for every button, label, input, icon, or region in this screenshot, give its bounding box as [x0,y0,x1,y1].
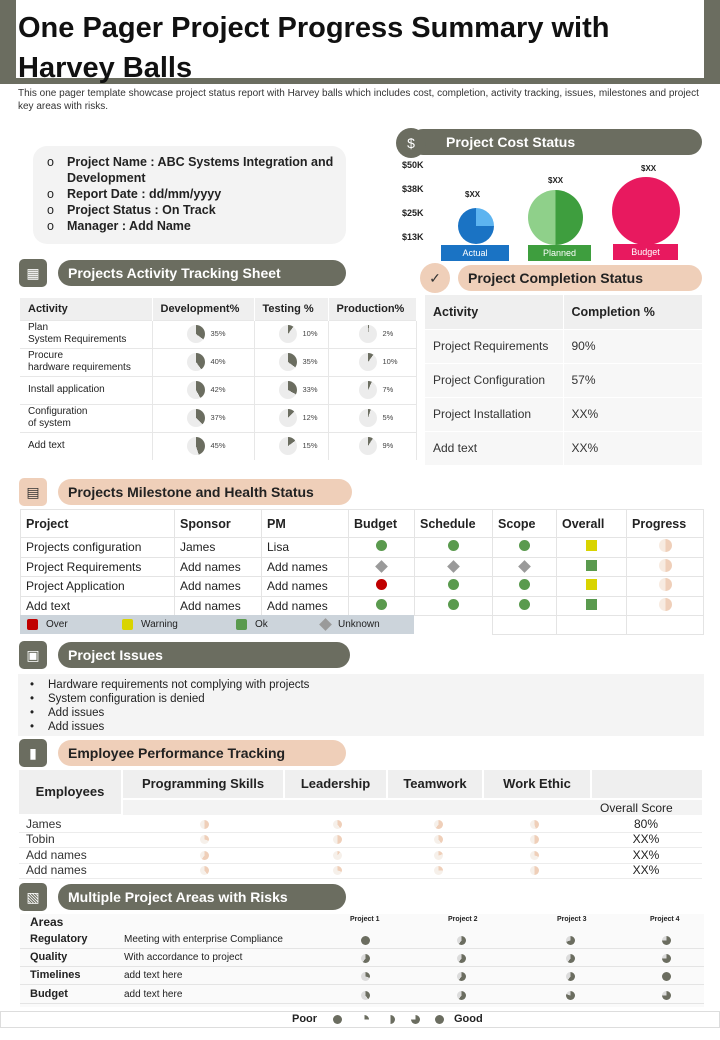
milestone-scope-status [493,538,557,558]
milestone-col-header: Project [21,510,175,538]
planned-cost-ball [528,190,583,245]
progress-harvey-ball [659,578,672,591]
scale-poor-label: Poor [292,1013,318,1025]
info-manager: o Manager : Add Name [47,218,343,234]
area-harvey-ball [361,954,370,963]
status-unknown-indicator [375,560,388,573]
completion-table [425,295,703,465]
milestone-sponsor: Add names [175,557,262,577]
employee-col-header: Teamwork [388,770,482,798]
harvey-ball [187,353,205,371]
harvey-ball-scale [0,1011,720,1028]
milestone-project: Project Requirements [21,557,175,577]
employee-score: XX% [632,848,660,862]
milestone-row [21,557,704,577]
status-ok-indicator [519,540,530,551]
milestone-row [21,577,704,597]
activity-col-header: Production% [328,298,417,320]
harvey-ball [187,409,205,427]
scale-ball-empty [333,1015,342,1024]
area-label: Quality [30,951,68,963]
overall-score-label: Overall Score [600,801,673,815]
milestone-overall-status [557,596,627,616]
status-ok-indicator [448,579,459,590]
employee-harvey-ball [200,835,209,844]
milestone-budget-status [349,557,415,577]
employee-harvey-ball [434,851,443,860]
milestone-progress [627,557,704,577]
activity-row [20,404,417,432]
activity-heading: Projects Activity Tracking Sheet [58,260,346,286]
employee-harvey-ball [200,820,209,829]
status-ok-indicator [448,599,459,610]
activity-name: Add text [20,432,152,460]
area-row-divider [20,948,704,949]
activity-col-header: Activity [20,298,152,320]
cost-y-label: $25K [402,208,424,218]
milestone-pm: Add names [262,577,349,597]
completion-activity: Project Configuration [425,363,563,397]
harvey-ball-value: 15% [302,441,318,451]
page-subtitle: This one pager template showcase project status report with Harvey balls which includes cost, completion, activity tracking, issues, milestones and project key areas with risks. [18,88,699,112]
status-ok-indicator [586,599,597,610]
harvey-ball-value: 45% [210,441,226,451]
harvey-ball [187,381,205,399]
harvey-ball [187,437,205,455]
project-col-header: Project 4 [650,916,680,923]
harvey-ball-value: 5% [382,413,394,422]
area-label: Timelines [30,969,81,981]
activity-name: Plan System Requirements [20,320,152,348]
activity-icon: ▦ [19,259,47,287]
milestone-scope-status [493,596,557,616]
project-col-header: Project 1 [350,916,380,923]
activity-dev-cell [152,320,254,348]
project-info-box [33,146,346,244]
milestone-progress [627,596,704,616]
status-warning-indicator [586,540,597,551]
activity-test-cell [254,404,328,432]
activity-col-header: Testing % [254,298,328,320]
harvey-ball [279,437,297,455]
completion-activity: Project Requirements [425,329,563,363]
employee-score: XX% [632,832,660,846]
activity-table [20,298,417,460]
milestone-row [21,596,704,616]
legend-over-swatch [27,619,38,630]
harvey-ball-value: 12% [302,413,318,422]
harvey-ball-value: 9% [382,441,394,451]
harvey-ball-value: 10% [382,357,398,366]
milestone-col-header: Schedule [415,510,493,538]
activity-row [20,432,417,460]
chart-report-icon: ▤ [19,478,47,506]
milestone-project: Projects configuration [21,538,175,558]
status-ok-indicator [519,579,530,590]
harvey-ball-value: 40% [210,357,226,366]
issues-box [18,674,704,736]
employee-row-divider [19,878,702,879]
milestone-sponsor: Add names [175,577,262,597]
issue-item: • Add issues [30,720,704,734]
harvey-ball-value: 2% [382,329,394,338]
milestone-budget-status [349,577,415,597]
milestone-pm: Add names [262,596,349,616]
info-project-name: o Project Name : ABC Systems Integration and Development [47,154,343,186]
employee-harvey-ball [333,851,342,860]
harvey-ball [279,381,297,399]
activity-prod-cell [328,404,417,432]
harvey-ball [359,381,377,399]
planned-caption: Planned [528,245,591,261]
employee-harvey-ball [434,820,443,829]
milestone-col-header: Scope [493,510,557,538]
area-harvey-ball [566,972,575,981]
status-legend [20,615,414,634]
milestone-overall-status [557,538,627,558]
milestone-col-header: Overall [557,510,627,538]
clock-check-icon: ✓ [420,263,450,293]
activity-dev-cell [152,376,254,404]
employee-heading: Employee Performance Tracking [58,740,346,766]
milestone-project: Add text [21,596,175,616]
scale-ball-half [386,1015,395,1024]
employee-chart-icon: ▮ [19,739,47,767]
completion-activity: Project Installation [425,397,563,431]
activity-row [20,376,417,404]
areas-heading: Multiple Project Areas with Risks [58,884,346,910]
milestone-row [21,538,704,558]
milestone-col-header: Budget [349,510,415,538]
employee-harvey-ball [530,820,539,829]
status-over-indicator [376,579,387,590]
completion-row [425,397,703,431]
area-harvey-ball [457,936,466,945]
harvey-ball [359,437,377,455]
milestone-schedule-status [415,596,493,616]
employee-harvey-ball [530,851,539,860]
completion-percent: XX% [563,397,703,431]
milestone-heading: Projects Milestone and Health Status [58,479,352,505]
harvey-ball [279,409,297,427]
actual-cost-ball [458,208,494,244]
employee-col-header: Leadership [285,770,386,798]
budget-cost-ball [612,177,680,245]
scale-ball-quarter [360,1015,369,1024]
completion-row [425,431,703,465]
milestone-pm: Lisa [262,538,349,558]
completion-percent: 90% [563,329,703,363]
milestone-overall-status [557,557,627,577]
milestone-pm: Add names [262,557,349,577]
harvey-ball [279,325,297,343]
issue-item: • Add issues [30,706,704,720]
milestone-schedule-status [415,538,493,558]
activity-test-cell [254,432,328,460]
area-harvey-ball [566,936,575,945]
page-title: One Pager Project Progress Summary with Harvey Balls [18,12,610,84]
progress-harvey-ball [659,539,672,552]
completion-row [425,329,703,363]
budget-value-label: $XX [641,164,657,173]
area-row-divider [20,966,704,967]
area-harvey-ball [662,972,671,981]
milestone-scope-status [493,577,557,597]
harvey-ball-value: 7% [382,385,394,394]
milestone-col-header: PM [262,510,349,538]
area-harvey-ball [566,991,575,1000]
area-harvey-ball [457,972,466,981]
activity-dev-cell [152,348,254,376]
employee-col-header: Programming Skills [123,770,283,798]
status-ok-indicator [448,540,459,551]
employee-harvey-ball [200,851,209,860]
harvey-ball-value: 10% [302,329,318,338]
budget-caption: Budget [613,244,678,260]
area-description: add text here [124,970,183,981]
completion-col-percent: Completion % [563,295,703,329]
clipboard-icon: ▣ [19,641,47,669]
area-harvey-ball [662,954,671,963]
milestone-col-header: Progress [627,510,704,538]
scale-good-label: Good [454,1013,483,1025]
issue-item: • System configuration is denied [30,692,704,706]
project-col-header: Project 3 [557,916,587,923]
area-row-divider [20,1003,704,1004]
legend-ok-label: Ok [255,619,268,630]
status-ok-indicator [586,560,597,571]
activity-name: Configuration of system [20,404,152,432]
milestone-sponsor: James [175,538,262,558]
activity-col-header: Development% [152,298,254,320]
actual-value-label: $XX [465,190,481,199]
milestone-progress [627,577,704,597]
issue-item: • Hardware requirements not complying with projects [30,678,704,692]
progress-harvey-ball [659,598,672,611]
activity-dev-cell [152,404,254,432]
activity-row [20,348,417,376]
legend-unknown-label: Unknown [338,619,380,630]
employee-harvey-ball [333,820,342,829]
scale-ball-three-quarter [411,1015,420,1024]
risk-clipboard-icon: ▧ [19,883,47,911]
activity-prod-cell [328,376,417,404]
milestone-scope-status [493,557,557,577]
status-unknown-indicator [447,560,460,573]
employee-name: Add names [26,848,87,862]
harvey-ball [279,353,297,371]
harvey-ball-value: 42% [210,385,226,394]
completion-heading: Project Completion Status [458,265,702,291]
employee-name: Add names [26,863,87,877]
activity-prod-cell [328,432,417,460]
completion-percent: 57% [563,363,703,397]
money-bag-icon: $ [396,128,426,158]
activity-prod-cell [328,348,417,376]
legend-unknown-swatch [319,618,332,631]
milestone-budget-status [349,596,415,616]
cost-heading: Project Cost Status [410,129,702,155]
areas-col-header: Areas [30,915,64,929]
area-label: Regulatory [30,933,88,945]
cost-y-label: $38K [402,184,424,194]
activity-test-cell [254,320,328,348]
project-col-header: Project 2 [448,916,478,923]
activity-name: Install application [20,376,152,404]
actual-caption: Actual [441,245,509,261]
milestone-schedule-status [415,557,493,577]
status-unknown-indicator [518,560,531,573]
activity-dev-cell [152,432,254,460]
completion-col-activity: Activity [425,295,563,329]
employee-harvey-ball [200,866,209,875]
area-harvey-ball [662,936,671,945]
employee-col-header-blank [592,770,702,798]
employee-harvey-ball [434,866,443,875]
milestone-sponsor: Add names [175,596,262,616]
info-project-status: o Project Status : On Track [47,202,343,218]
area-harvey-ball [361,972,370,981]
milestone-project: Project Application [21,577,175,597]
cost-y-label: $13K [402,232,424,242]
employee-score: XX% [632,863,660,877]
harvey-ball [359,325,377,343]
harvey-ball-value: 33% [302,385,318,394]
activity-test-cell [254,348,328,376]
legend-warning-label: Warning [141,619,178,630]
milestone-progress [627,538,704,558]
milestone-overall-status [557,577,627,597]
area-harvey-ball [361,936,370,945]
employee-harvey-ball [434,835,443,844]
completion-activity: Add text [425,431,563,465]
area-harvey-ball [566,954,575,963]
employee-harvey-ball [530,866,539,875]
employee-name: Tobin [26,832,55,846]
progress-harvey-ball [659,559,672,572]
legend-over-label: Over [46,619,68,630]
status-ok-indicator [519,599,530,610]
title-frame-left [0,0,10,84]
area-harvey-ball [457,991,466,1000]
area-description: Meeting with enterprise Compliance [124,934,283,945]
title-frame-right [710,0,720,84]
employee-name: James [26,817,62,831]
completion-percent: XX% [563,431,703,465]
employee-harvey-ball [333,835,342,844]
harvey-ball [359,353,377,371]
area-row-divider [20,984,704,985]
scale-ball-full [435,1015,444,1024]
harvey-ball [359,409,377,427]
legend-warning-swatch [122,619,133,630]
harvey-ball-value: 35% [302,357,318,366]
area-description: With accordance to project [124,952,243,963]
cost-y-label: $50K [402,160,424,170]
milestone-col-header: Sponsor [175,510,262,538]
completion-row [425,363,703,397]
milestone-schedule-status [415,577,493,597]
info-report-date: o Report Date : dd/mm/yyyy [47,186,343,202]
area-harvey-ball [361,991,370,1000]
activity-row [20,320,417,348]
activity-test-cell [254,376,328,404]
harvey-ball [187,325,205,343]
planned-value-label: $XX [548,176,564,185]
area-harvey-ball [662,991,671,1000]
activity-name: Procure hardware requirements [20,348,152,376]
employee-harvey-ball [530,835,539,844]
status-ok-indicator [376,599,387,610]
employee-harvey-ball [333,866,342,875]
harvey-ball-value: 35% [210,329,226,338]
status-warning-indicator [586,579,597,590]
area-harvey-ball [457,954,466,963]
employee-score: 80% [633,817,659,831]
legend-ok-swatch [236,619,247,630]
harvey-ball-value: 37% [210,413,226,422]
activity-prod-cell [328,320,417,348]
area-description: add text here [124,989,183,1000]
status-ok-indicator [376,540,387,551]
employees-col-header: Employees [19,770,121,814]
issues-heading: Project Issues [58,642,350,668]
milestone-budget-status [349,538,415,558]
employee-col-header: Work Ethic [484,770,590,798]
area-label: Budget [30,988,68,1000]
